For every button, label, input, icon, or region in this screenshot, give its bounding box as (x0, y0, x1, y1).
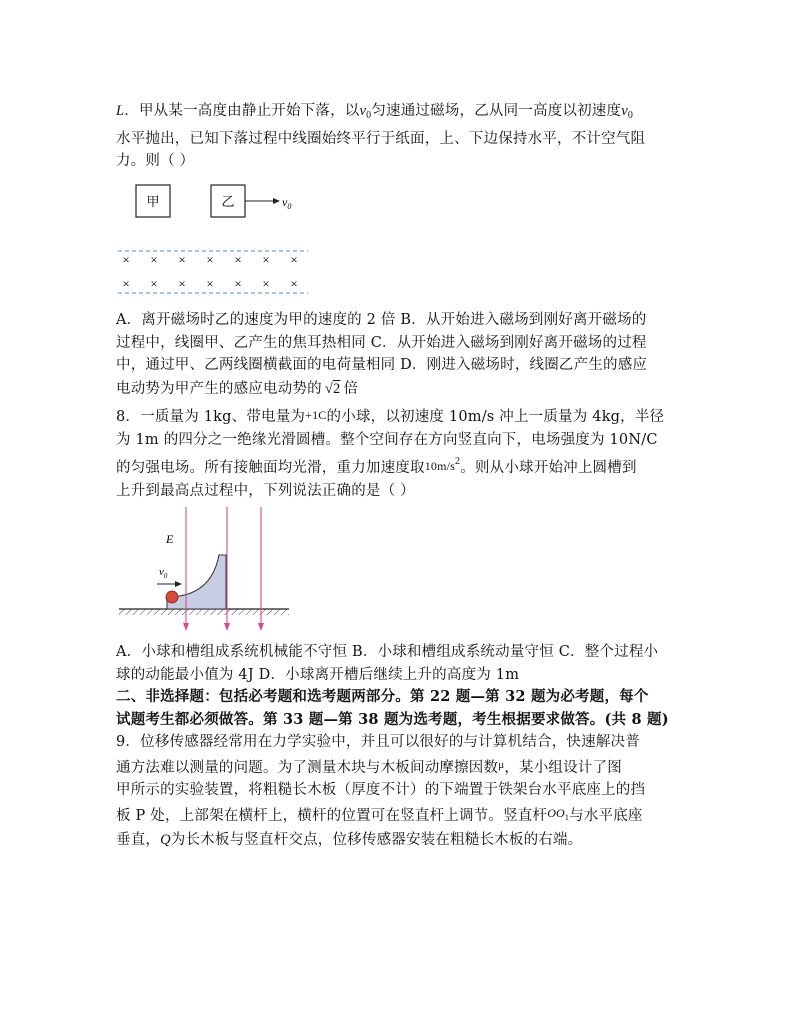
q7-stem-line-2: 水平抛出，已知下落过程中线圈始终平行于纸面，上、下边保持水平，不计空气阻 (116, 130, 646, 147)
q7-options-line-1: A．离开磁场时乙的速度为甲的速度的 2 倍 B．从开始进入磁场到刚好离开磁场的 (116, 312, 647, 328)
q7-stem-line-1 (116, 100, 678, 128)
oo1-symbol: OO1 (547, 805, 570, 822)
q7-symbol-l: L (116, 103, 125, 119)
section-2-heading (116, 686, 678, 731)
coil-yi-label: 乙 (221, 194, 235, 209)
q9-stem-line-5: 垂直，Q为长木板与竖直杆交点，位移传感器安装在粗糙长木板的右端。 (116, 832, 583, 848)
q7-stem (116, 100, 678, 173)
mu-symbol: μ (498, 758, 505, 771)
magnetic-field-marks (122, 252, 297, 291)
q8-charge: +1C (305, 408, 327, 422)
q7-options (116, 309, 678, 400)
section-2-heading-line-2: 试题考生都必须做答。第 33 题—第 38 题为选考题，考生根据要求做答。(共 8 题) (116, 710, 669, 728)
velocity-label: $v_0$ (159, 566, 168, 580)
field-line-3-arrowhead (258, 623, 264, 631)
q8-stem-line-3: 的匀强电场。所有接触面均光滑，重力加速度取$10m/s^2$。则从小球开始冲上圆槽到 (116, 456, 637, 476)
q7-options-line-4: 电动势为甲产生的感应电动势的 √2 倍 (116, 380, 359, 397)
coil-jia-label: 甲 (146, 194, 160, 209)
section-2-heading-line-1: 二、非选择题：包括必考题和选考题两部分。第 22 题—第 32 题为必考题，每个 (116, 688, 649, 705)
sqrt-2-expression: √2 (324, 380, 341, 397)
q8-stem (116, 404, 678, 502)
velocity-label: $v_0$ (282, 195, 292, 211)
q-letter: Q (160, 832, 171, 848)
field-mark-row1: × (178, 252, 186, 267)
q9-stem-line-4: 板 P 处，上部架在横杆上，横杆的位置可在竖直杆上调节。竖直杆$^{OO_1}$与水平底座 (116, 805, 643, 824)
field-mark-row1: × (206, 252, 214, 267)
charged-ball (166, 591, 178, 603)
q7-text: ．甲从某一高度由静止开始下落，以 (124, 103, 360, 119)
field-mark-row2: × (262, 276, 270, 291)
field-mark-row2: × (150, 276, 158, 291)
field-line-2-arrowhead (224, 623, 230, 631)
field-mark-row2: × (122, 276, 130, 291)
q9-stem-line-1: 9．位移传感器经常用在力学实验中，并且可以很好的与计算机结合，快速解决普 (116, 734, 640, 750)
q7-stem-line-3: 力。则（ ） (116, 153, 195, 169)
ground-hatching (119, 609, 289, 615)
field-mark-row1: × (234, 252, 242, 267)
velocity-arrowhead (175, 581, 182, 587)
field-mark-row1: × (122, 252, 130, 267)
q7-v0-symbol: $v_0$ (359, 103, 372, 121)
field-mark-row2: × (290, 276, 298, 291)
field-line-1-arrowhead (183, 623, 189, 631)
q8-figure (115, 505, 295, 640)
q7-figure (110, 175, 320, 300)
q7-v0-symbol: $v_0$ (621, 103, 634, 121)
field-mark-row2: × (178, 276, 186, 291)
field-mark-row2: × (234, 276, 242, 291)
q9-stem-line-3: 甲所示的实验装置，将粗糙长木板（厚度不计）的下端置于铁架台水平底座上的挡 (116, 782, 646, 798)
q7-options-line-3: 中，通过甲、乙两线圈横截面的电荷量相同 D．刚进入磁场时，线圈乙产生的感应 (116, 357, 648, 373)
q8-stem-line-2: 为 1m 的四分之一绝缘光滑圆槽。整个空间存在方向竖直向下，电场强度为 10N/C (116, 431, 658, 448)
field-mark-row1: × (290, 252, 298, 267)
q8-stem-line-1: 8．一质量为 1kg、带电量为+1C的小球，以初速度 10m/s 冲上一质量为 4kg，半径 (116, 408, 665, 425)
field-mark-row2: × (206, 276, 214, 291)
q8-options-line-2: 球的动能最小值为 4J D．小球离开槽后继续上升的高度为 1m (116, 666, 520, 683)
q7-text: 匀速通过磁场，乙从同一高度以初速度 (371, 103, 622, 119)
velocity-arrowhead (273, 198, 280, 204)
field-mark-row1: × (262, 252, 270, 267)
field-label-e: E (166, 532, 174, 546)
q8-options (116, 641, 678, 686)
q7-options-line-2: 过程中，线圈甲、乙产生的焦耳热相同 C．从开始进入磁场到刚好离开磁场的过程 (116, 334, 647, 351)
q9-stem-line-2: 通方法难以测量的问题。为了测量木块与木板间动摩擦因数$^\mu$，某小组设计了图 (116, 758, 622, 776)
q8-g-value: $10m/s^2$ (424, 456, 461, 473)
q8-options-line-1: A．小球和槽组成系统机械能不守恒 B．小球和槽组成系统动量守恒 C．整个过程小 (116, 644, 659, 660)
q8-stem-line-4: 上升到最高点过程中，下列说法正确的是（ ） (116, 482, 415, 499)
field-mark-row1: × (150, 252, 158, 267)
q9-stem (116, 731, 678, 852)
